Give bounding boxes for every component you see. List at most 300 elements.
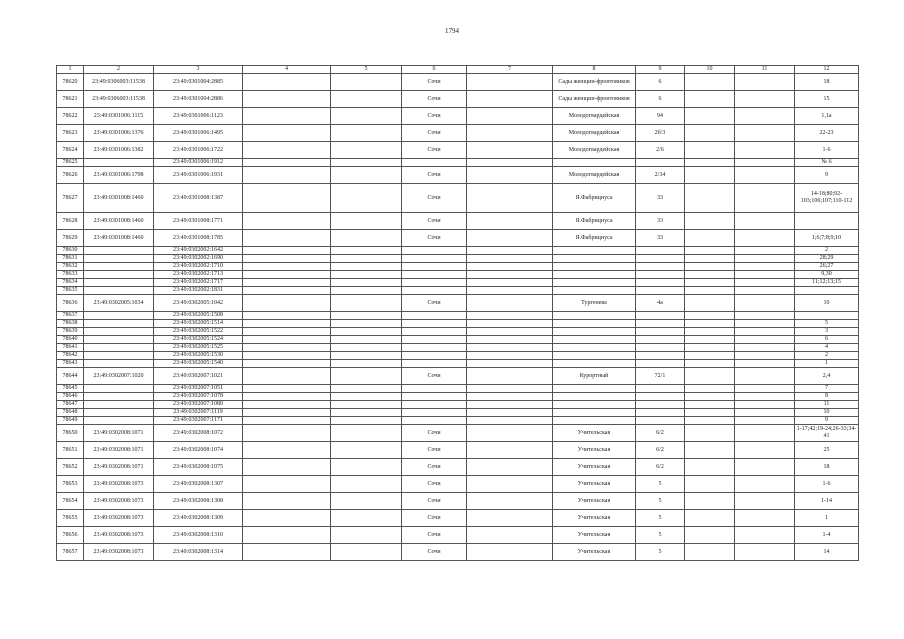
table-cell-col-3: 23:49:0302007:1051 bbox=[154, 385, 243, 393]
table-cell-col-2: 23:49:0301006:1115 bbox=[84, 108, 154, 125]
table-cell-col-12: 1 bbox=[795, 360, 859, 368]
table-body bbox=[57, 74, 859, 561]
table-cell-col-12: 11;12;13;15 bbox=[795, 279, 859, 287]
table-cell-col-7 bbox=[467, 295, 553, 312]
table-cell-col-12: 6 bbox=[795, 336, 859, 344]
table-cell-col-7 bbox=[467, 167, 553, 184]
register-table bbox=[56, 65, 859, 561]
table-cell-col-5 bbox=[331, 125, 402, 142]
table-cell-col-10 bbox=[685, 476, 735, 493]
table-cell-col-5 bbox=[331, 184, 402, 213]
table-row bbox=[57, 108, 859, 125]
table-cell-col-5 bbox=[331, 295, 402, 312]
table-cell-col-4 bbox=[243, 263, 331, 271]
table-cell-col-2: 23:49:0302008:1071 bbox=[84, 425, 154, 442]
table-cell-col-8 bbox=[553, 385, 636, 393]
table-cell-col-10 bbox=[685, 279, 735, 287]
table-cell-col-5 bbox=[331, 409, 402, 417]
table-cell-col-10 bbox=[685, 459, 735, 476]
table-row bbox=[57, 401, 859, 409]
table-cell-col-12: 9 bbox=[795, 417, 859, 425]
table-cell-col-4 bbox=[243, 409, 331, 417]
table-cell-col-3: 23:49:0302005:1522 bbox=[154, 328, 243, 336]
table-cell-col-4 bbox=[243, 328, 331, 336]
table-cell-col-10 bbox=[685, 230, 735, 247]
table-cell-col-11 bbox=[735, 255, 795, 263]
table-cell-col-1: 78645 bbox=[57, 385, 84, 393]
table-cell-col-4 bbox=[243, 125, 331, 142]
table-cell-col-4 bbox=[243, 493, 331, 510]
table-cell-col-1: 78627 bbox=[57, 184, 84, 213]
table-cell-col-8 bbox=[553, 360, 636, 368]
table-row bbox=[57, 295, 859, 312]
table-cell-col-9 bbox=[636, 312, 685, 320]
table-cell-col-3: 23:49:0302005:1524 bbox=[154, 336, 243, 344]
table-row bbox=[57, 159, 859, 167]
table-cell-col-12: 1,1а bbox=[795, 108, 859, 125]
table-cell-col-11 bbox=[735, 344, 795, 352]
table-cell-col-12 bbox=[795, 287, 859, 295]
table-cell-col-2: 23:49:0302008:1073 bbox=[84, 527, 154, 544]
table-cell-col-3: 23:49:0302007:1078 bbox=[154, 393, 243, 401]
table-cell-col-9 bbox=[636, 360, 685, 368]
table-cell-col-11 bbox=[735, 336, 795, 344]
table-cell-col-2 bbox=[84, 409, 154, 417]
table-cell-col-11 bbox=[735, 417, 795, 425]
table-cell-col-8: Я.Фабрициуса bbox=[553, 213, 636, 230]
table-cell-col-8: Я.Фабрициуса bbox=[553, 184, 636, 213]
table-row bbox=[57, 336, 859, 344]
table-cell-col-5 bbox=[331, 544, 402, 561]
table-cell-col-3: 23:49:0302002:1831 bbox=[154, 287, 243, 295]
table-cell-col-7 bbox=[467, 544, 553, 561]
table-cell-col-9: 6/2 bbox=[636, 425, 685, 442]
table-cell-col-5 bbox=[331, 312, 402, 320]
table-cell-col-1: 78644 bbox=[57, 368, 84, 385]
table-cell-col-11 bbox=[735, 368, 795, 385]
table-cell-col-2 bbox=[84, 401, 154, 409]
table-cell-col-8: Учительская bbox=[553, 510, 636, 527]
table-cell-col-4 bbox=[243, 255, 331, 263]
table-cell-col-3: 23:49:0302008:1310 bbox=[154, 527, 243, 544]
table-cell-col-8 bbox=[553, 255, 636, 263]
table-cell-col-2: 23:49:0302008:1071 bbox=[84, 442, 154, 459]
table-cell-col-3: 23:49:0302005:1530 bbox=[154, 352, 243, 360]
table-cell-col-8: Молодогвардейская bbox=[553, 108, 636, 125]
table-cell-col-8 bbox=[553, 409, 636, 417]
table-cell-col-5 bbox=[331, 352, 402, 360]
table-cell-col-10 bbox=[685, 527, 735, 544]
table-cell-col-8: Учительская bbox=[553, 442, 636, 459]
table-cell-col-10 bbox=[685, 328, 735, 336]
table-cell-col-8 bbox=[553, 336, 636, 344]
table-cell-col-8: Молодогвардейская bbox=[553, 142, 636, 159]
table-cell-col-3: 23:49:0301008:1387 bbox=[154, 184, 243, 213]
table-cell-col-10 bbox=[685, 493, 735, 510]
table-cell-col-6 bbox=[402, 320, 467, 328]
table-cell-col-11 bbox=[735, 393, 795, 401]
table-cell-col-6 bbox=[402, 255, 467, 263]
table-cell-col-11 bbox=[735, 271, 795, 279]
table-cell-col-3: 23:49:0302008:1309 bbox=[154, 510, 243, 527]
table-cell-col-5 bbox=[331, 510, 402, 527]
column-header-9: 9 bbox=[636, 66, 685, 74]
table-cell-col-10 bbox=[685, 142, 735, 159]
table-cell-col-9: 33 bbox=[636, 230, 685, 247]
table-cell-col-4 bbox=[243, 417, 331, 425]
table-cell-col-3: 23:49:0302002:1717 bbox=[154, 279, 243, 287]
table-cell-col-2 bbox=[84, 159, 154, 167]
table-cell-col-9 bbox=[636, 263, 685, 271]
table-cell-col-5 bbox=[331, 527, 402, 544]
table-cell-col-6: Сочи bbox=[402, 368, 467, 385]
table-cell-col-7 bbox=[467, 368, 553, 385]
table-cell-col-5 bbox=[331, 167, 402, 184]
table-cell-col-8 bbox=[553, 328, 636, 336]
table-cell-col-11 bbox=[735, 184, 795, 213]
table-row bbox=[57, 213, 859, 230]
table-cell-col-9: 5 bbox=[636, 544, 685, 561]
table-cell-col-7 bbox=[467, 320, 553, 328]
table-cell-col-5 bbox=[331, 493, 402, 510]
table-cell-col-2: 23:49:0302005:1034 bbox=[84, 295, 154, 312]
table-cell-col-8 bbox=[553, 344, 636, 352]
table-cell-col-3: 23:49:0302002:1710 bbox=[154, 263, 243, 271]
table-cell-col-1: 78647 bbox=[57, 401, 84, 409]
table-cell-col-2: 23:49:0302007:1020 bbox=[84, 368, 154, 385]
table-cell-col-12: 26;27 bbox=[795, 263, 859, 271]
table-cell-col-6: Сочи bbox=[402, 91, 467, 108]
table-cell-col-6 bbox=[402, 417, 467, 425]
table-cell-col-1: 78636 bbox=[57, 295, 84, 312]
table-cell-col-3: 23:49:0302008:1308 bbox=[154, 493, 243, 510]
table-cell-col-1: 78639 bbox=[57, 328, 84, 336]
table-cell-col-9: 2/6 bbox=[636, 142, 685, 159]
table-cell-col-1: 78654 bbox=[57, 493, 84, 510]
table-cell-col-2 bbox=[84, 385, 154, 393]
table-row bbox=[57, 425, 859, 442]
table-cell-col-11 bbox=[735, 425, 795, 442]
table-cell-col-7 bbox=[467, 159, 553, 167]
table-cell-col-9: 72/1 bbox=[636, 368, 685, 385]
table-cell-col-4 bbox=[243, 320, 331, 328]
table-cell-col-5 bbox=[331, 360, 402, 368]
table-cell-col-6 bbox=[402, 352, 467, 360]
table-cell-col-1: 78655 bbox=[57, 510, 84, 527]
table-cell-col-5 bbox=[331, 271, 402, 279]
table-cell-col-3: 23:49:0302007:1119 bbox=[154, 409, 243, 417]
table-cell-col-11 bbox=[735, 510, 795, 527]
table-row bbox=[57, 167, 859, 184]
table-cell-col-2 bbox=[84, 287, 154, 295]
table-cell-col-11 bbox=[735, 476, 795, 493]
table-cell-col-4 bbox=[243, 108, 331, 125]
table-cell-col-1: 78632 bbox=[57, 263, 84, 271]
table-cell-col-4 bbox=[243, 167, 331, 184]
table-cell-col-6 bbox=[402, 401, 467, 409]
table-cell-col-11 bbox=[735, 263, 795, 271]
table-cell-col-3: 23:49:0301006:1123 bbox=[154, 108, 243, 125]
table-cell-col-12: 1;6;7;8;9;10 bbox=[795, 230, 859, 247]
table-cell-col-5 bbox=[331, 142, 402, 159]
table-cell-col-2 bbox=[84, 417, 154, 425]
table-cell-col-6: Сочи bbox=[402, 230, 467, 247]
table-cell-col-10 bbox=[685, 401, 735, 409]
table-cell-col-2: 23:49:0301006:1382 bbox=[84, 142, 154, 159]
table-cell-col-1: 78648 bbox=[57, 409, 84, 417]
table-cell-col-1: 78628 bbox=[57, 213, 84, 230]
table-cell-col-5 bbox=[331, 385, 402, 393]
table-cell-col-12: 1-6 bbox=[795, 476, 859, 493]
table-cell-col-12: 5 bbox=[795, 320, 859, 328]
table-cell-col-6: Сочи bbox=[402, 213, 467, 230]
table-cell-col-4 bbox=[243, 142, 331, 159]
table-cell-col-8 bbox=[553, 263, 636, 271]
table-cell-col-9: 6/2 bbox=[636, 442, 685, 459]
table-row bbox=[57, 442, 859, 459]
table-cell-col-8: Я.Фабрициуса bbox=[553, 230, 636, 247]
column-header-2: 2 bbox=[84, 66, 154, 74]
column-header-4: 4 bbox=[243, 66, 331, 74]
table-cell-col-7 bbox=[467, 527, 553, 544]
table-cell-col-2: 23:49:0301008:1460 bbox=[84, 230, 154, 247]
table-cell-col-7 bbox=[467, 184, 553, 213]
table-cell-col-3: 23:49:0302008:1314 bbox=[154, 544, 243, 561]
table-row bbox=[57, 393, 859, 401]
table-cell-col-4 bbox=[243, 459, 331, 476]
table-cell-col-3: 23:49:0301006:1931 bbox=[154, 167, 243, 184]
table-cell-col-3: 23:49:0301004:2886 bbox=[154, 91, 243, 108]
table-cell-col-12: 1-4 bbox=[795, 527, 859, 544]
table-row bbox=[57, 459, 859, 476]
table-cell-col-2: 23:49:0301008:1460 bbox=[84, 213, 154, 230]
table-cell-col-10 bbox=[685, 295, 735, 312]
table-cell-col-7 bbox=[467, 271, 553, 279]
table-cell-col-6: Сочи bbox=[402, 442, 467, 459]
table-cell-col-1: 78641 bbox=[57, 344, 84, 352]
table-cell-col-8 bbox=[553, 320, 636, 328]
table-cell-col-4 bbox=[243, 74, 331, 91]
table-cell-col-7 bbox=[467, 385, 553, 393]
table-cell-col-4 bbox=[243, 271, 331, 279]
table-cell-col-3: 23:49:0302007:1171 bbox=[154, 417, 243, 425]
table-cell-col-2 bbox=[84, 279, 154, 287]
table-cell-col-1: 78657 bbox=[57, 544, 84, 561]
table-cell-col-2: 23:49:0302008:1073 bbox=[84, 493, 154, 510]
table-row bbox=[57, 125, 859, 142]
table-cell-col-9 bbox=[636, 159, 685, 167]
table-cell-col-5 bbox=[331, 442, 402, 459]
table-cell-col-9: 5 bbox=[636, 510, 685, 527]
table-cell-col-3: 23:49:0302005:1540 bbox=[154, 360, 243, 368]
table-cell-col-9 bbox=[636, 287, 685, 295]
table-cell-col-3: 23:49:0302005:1042 bbox=[154, 295, 243, 312]
table-cell-col-11 bbox=[735, 459, 795, 476]
table-cell-col-1: 78625 bbox=[57, 159, 84, 167]
table-row bbox=[57, 91, 859, 108]
table-cell-col-2 bbox=[84, 336, 154, 344]
table-cell-col-5 bbox=[331, 417, 402, 425]
table-cell-col-2 bbox=[84, 312, 154, 320]
column-header-11: 11 bbox=[735, 66, 795, 74]
table-cell-col-6 bbox=[402, 263, 467, 271]
table-cell-col-12 bbox=[795, 312, 859, 320]
table-cell-col-10 bbox=[685, 167, 735, 184]
table-cell-col-12: 11 bbox=[795, 401, 859, 409]
table-cell-col-10 bbox=[685, 360, 735, 368]
table-cell-col-5 bbox=[331, 279, 402, 287]
table-cell-col-12: 9,30 bbox=[795, 271, 859, 279]
table-cell-col-8 bbox=[553, 287, 636, 295]
table-row bbox=[57, 510, 859, 527]
table-cell-col-6: Сочи bbox=[402, 108, 467, 125]
table-row bbox=[57, 352, 859, 360]
table-cell-col-7 bbox=[467, 425, 553, 442]
table-cell-col-5 bbox=[331, 263, 402, 271]
table-cell-col-6: Сочи bbox=[402, 459, 467, 476]
table-cell-col-6 bbox=[402, 312, 467, 320]
table-cell-col-11 bbox=[735, 213, 795, 230]
table-row bbox=[57, 409, 859, 417]
table-cell-col-2: 23:49:0302008:1073 bbox=[84, 544, 154, 561]
table-cell-col-12: 1-17;42;19-24;26-33;34-41 bbox=[795, 425, 859, 442]
table-cell-col-9 bbox=[636, 385, 685, 393]
table-cell-col-3: 23:49:0302002:1642 bbox=[154, 247, 243, 255]
table-row bbox=[57, 279, 859, 287]
table-cell-col-7 bbox=[467, 476, 553, 493]
table-cell-col-7 bbox=[467, 125, 553, 142]
table-cell-col-4 bbox=[243, 385, 331, 393]
table-cell-col-9: 6 bbox=[636, 74, 685, 91]
column-header-7: 7 bbox=[467, 66, 553, 74]
table-cell-col-8: Учительская bbox=[553, 527, 636, 544]
table-cell-col-4 bbox=[243, 159, 331, 167]
table-cell-col-9: 6 bbox=[636, 91, 685, 108]
table-cell-col-6: Сочи bbox=[402, 510, 467, 527]
table-cell-col-11 bbox=[735, 159, 795, 167]
table-cell-col-9 bbox=[636, 271, 685, 279]
table-cell-col-1: 78630 bbox=[57, 247, 84, 255]
table-cell-col-7 bbox=[467, 393, 553, 401]
table-cell-col-6 bbox=[402, 393, 467, 401]
table-cell-col-11 bbox=[735, 108, 795, 125]
table-cell-col-4 bbox=[243, 336, 331, 344]
page-number: 1794 bbox=[445, 27, 459, 35]
table-cell-col-12: 1-6 bbox=[795, 142, 859, 159]
table-cell-col-5 bbox=[331, 459, 402, 476]
table-row bbox=[57, 328, 859, 336]
table-cell-col-5 bbox=[331, 247, 402, 255]
table-cell-col-11 bbox=[735, 328, 795, 336]
table-cell-col-7 bbox=[467, 312, 553, 320]
table-cell-col-9 bbox=[636, 352, 685, 360]
table-cell-col-9 bbox=[636, 255, 685, 263]
table-cell-col-10 bbox=[685, 255, 735, 263]
table-cell-col-11 bbox=[735, 360, 795, 368]
table-cell-col-12: 3 bbox=[795, 328, 859, 336]
table-cell-col-11 bbox=[735, 230, 795, 247]
table-cell-col-2 bbox=[84, 393, 154, 401]
table-cell-col-1: 78629 bbox=[57, 230, 84, 247]
table-cell-col-11 bbox=[735, 320, 795, 328]
table-cell-col-2: 23:49:0306003:11538 bbox=[84, 74, 154, 91]
table-cell-col-4 bbox=[243, 476, 331, 493]
table-cell-col-8 bbox=[553, 159, 636, 167]
table-cell-col-9: 94 bbox=[636, 108, 685, 125]
table-cell-col-12: 25 bbox=[795, 442, 859, 459]
table-cell-col-11 bbox=[735, 401, 795, 409]
table-cell-col-8 bbox=[553, 271, 636, 279]
table-row bbox=[57, 320, 859, 328]
table-cell-col-8: Молодогвардейская bbox=[553, 167, 636, 184]
table-cell-col-9 bbox=[636, 328, 685, 336]
table-cell-col-12: 1-14 bbox=[795, 493, 859, 510]
table-cell-col-7 bbox=[467, 263, 553, 271]
table-cell-col-2: 23:49:0301008:1460 bbox=[84, 184, 154, 213]
table-cell-col-3: 23:49:0302005:1525 bbox=[154, 344, 243, 352]
table-cell-col-3: 23:49:0302008:1074 bbox=[154, 442, 243, 459]
table-cell-col-1: 78649 bbox=[57, 417, 84, 425]
column-header-1: 1 bbox=[57, 66, 84, 74]
table-cell-col-2: 23:49:0302008:1071 bbox=[84, 459, 154, 476]
table-cell-col-6 bbox=[402, 159, 467, 167]
table-cell-col-2 bbox=[84, 344, 154, 352]
table-cell-col-2 bbox=[84, 320, 154, 328]
table-cell-col-2 bbox=[84, 247, 154, 255]
table-row bbox=[57, 74, 859, 91]
table-cell-col-8 bbox=[553, 393, 636, 401]
table-cell-col-12: 14-18;80;92-103;106;107;110-112 bbox=[795, 184, 859, 213]
table-cell-col-10 bbox=[685, 344, 735, 352]
table-cell-col-3: 23:49:0301006:1912 bbox=[154, 159, 243, 167]
table-cell-col-9 bbox=[636, 409, 685, 417]
table-cell-col-4 bbox=[243, 368, 331, 385]
table-cell-col-9: 5 bbox=[636, 527, 685, 544]
table-row bbox=[57, 230, 859, 247]
table-cell-col-7 bbox=[467, 213, 553, 230]
table-cell-col-7 bbox=[467, 417, 553, 425]
table-cell-col-7 bbox=[467, 360, 553, 368]
table-cell-col-2 bbox=[84, 271, 154, 279]
table-cell-col-6: Сочи bbox=[402, 493, 467, 510]
table-cell-col-1: 78623 bbox=[57, 125, 84, 142]
table-cell-col-3: 23:49:0302008:1075 bbox=[154, 459, 243, 476]
table-cell-col-4 bbox=[243, 230, 331, 247]
table-cell-col-1: 78638 bbox=[57, 320, 84, 328]
table-cell-col-4 bbox=[243, 213, 331, 230]
table-cell-col-1: 78653 bbox=[57, 476, 84, 493]
table-cell-col-2 bbox=[84, 328, 154, 336]
table-cell-col-10 bbox=[685, 320, 735, 328]
table-cell-col-3: 23:49:0302007:1080 bbox=[154, 401, 243, 409]
table-cell-col-9 bbox=[636, 247, 685, 255]
table-cell-col-12: 14 bbox=[795, 544, 859, 561]
table-cell-col-1: 78624 bbox=[57, 142, 84, 159]
table-cell-col-4 bbox=[243, 393, 331, 401]
table-cell-col-5 bbox=[331, 425, 402, 442]
table-cell-col-8 bbox=[553, 352, 636, 360]
table-cell-col-4 bbox=[243, 510, 331, 527]
table-cell-col-7 bbox=[467, 230, 553, 247]
table-cell-col-1: 78634 bbox=[57, 279, 84, 287]
table-cell-col-5 bbox=[331, 213, 402, 230]
table-cell-col-10 bbox=[685, 74, 735, 91]
table-cell-col-4 bbox=[243, 295, 331, 312]
table-cell-col-1: 78621 bbox=[57, 91, 84, 108]
table-cell-col-9: 6/2 bbox=[636, 459, 685, 476]
column-header-3: 3 bbox=[154, 66, 243, 74]
table-cell-col-9 bbox=[636, 320, 685, 328]
